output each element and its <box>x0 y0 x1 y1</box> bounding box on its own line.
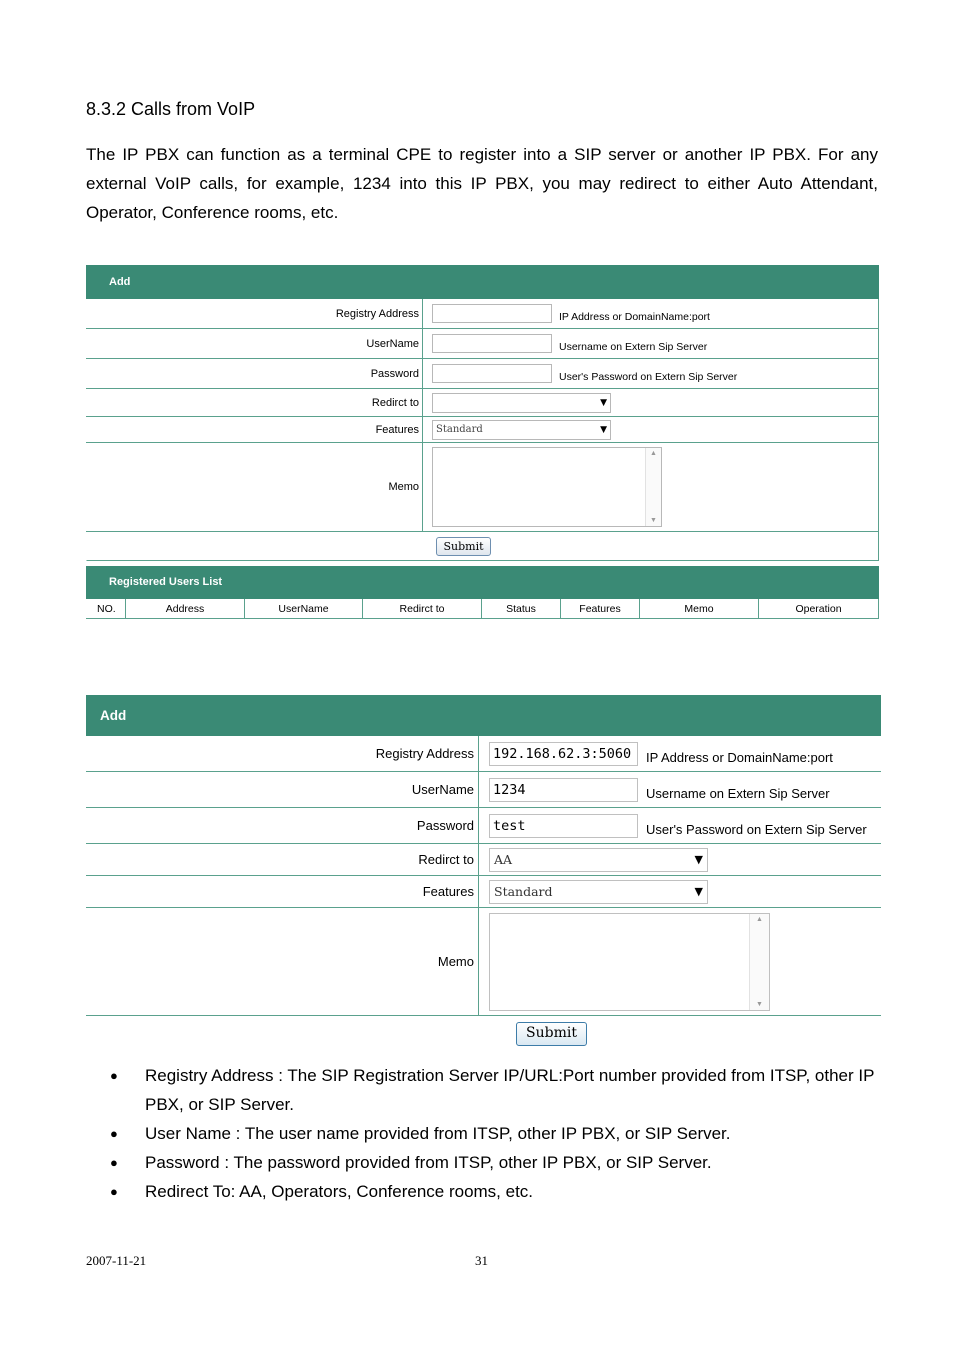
username-hint: Username on Extern Sip Server <box>559 340 708 353</box>
add-form-empty <box>86 265 879 561</box>
list-item-text: Password : The password provided from ITSP, other IP PBX, or SIP Server. <box>145 1153 712 1172</box>
memo-scrollbar[interactable] <box>645 448 661 526</box>
page-number: 31 <box>475 1253 488 1268</box>
add-form-header: Add <box>86 265 879 299</box>
filled-memo-row <box>86 908 881 1016</box>
features-label: Features <box>86 417 423 442</box>
scroll-up-icon: ▲ <box>650 450 657 457</box>
add-form-filled-header: Add <box>86 695 881 736</box>
filled-username-label: UserName <box>86 772 479 807</box>
list-item-text: Redirect To: AA, Operators, Conference rooms, etc. <box>145 1182 534 1201</box>
filled-registry-row <box>86 736 881 772</box>
redirect-label: Redirct to <box>86 389 423 416</box>
registry-hint: IP Address or DomainName:port <box>559 310 710 323</box>
filled-password-input[interactable]: test <box>489 814 638 838</box>
column-header-memo: Memo <box>640 599 759 618</box>
chevron-down-icon: ▼ <box>600 424 607 435</box>
bullet-icon: ● <box>110 1126 118 1141</box>
filled-password-hint: User's Password on Extern Sip Server <box>646 822 867 837</box>
username-label: UserName <box>86 329 423 358</box>
filled-password-label: Password <box>86 808 479 843</box>
registry-row <box>86 299 878 329</box>
bullet-icon: ● <box>110 1184 118 1199</box>
filled-redirect-select-value: AA <box>494 851 513 867</box>
section-heading: 8.3.2 Calls from VoIP <box>86 99 256 119</box>
users-list-header: Registered Users List <box>86 566 879 599</box>
intro-paragraph: The IP PBX can function as a terminal CPE to register into a SIP server or another IP PBX. For any external VoIP calls, for example, 1234 into this IP PBX, you may redirect to either Auto Attendant, Operator, Conference rooms, etc. <box>86 145 878 222</box>
filled-redirect-select[interactable] <box>489 848 708 872</box>
filled-username-row <box>86 772 881 808</box>
list-item-text: Registry Address : The SIP Registration Server IP/URL:Port number provided from ITSP, other IP PBX, or SIP Server. <box>145 1066 875 1114</box>
list-item <box>110 1177 880 1206</box>
column-header-no: NO. <box>86 599 126 618</box>
filled-password-row <box>86 808 881 844</box>
list-item <box>110 1061 880 1119</box>
password-hint: User's Password on Extern Sip Server <box>559 370 738 383</box>
memo-row <box>86 443 878 532</box>
filled-username-input[interactable]: 1234 <box>489 778 638 802</box>
filled-features-row <box>86 876 881 908</box>
filled-redirect-row <box>86 844 881 876</box>
column-header-features: Features <box>561 599 640 618</box>
chevron-down-icon: ▼ <box>694 884 703 898</box>
features-select-value: Standard <box>436 423 483 435</box>
registry-input[interactable] <box>432 304 552 323</box>
chevron-down-icon: ▼ <box>694 852 703 866</box>
field-description-list <box>110 1061 880 1206</box>
filled-username-hint: Username on Extern Sip Server <box>646 786 830 801</box>
column-header-status: Status <box>482 599 561 618</box>
bullet-icon: ● <box>110 1155 118 1170</box>
memo-textarea[interactable] <box>432 447 662 527</box>
list-item-text: User Name : The user name provided from ITSP, other IP PBX, or SIP Server. <box>145 1124 731 1143</box>
list-item <box>110 1148 880 1177</box>
password-input[interactable] <box>432 364 552 383</box>
filled-registry-hint: IP Address or DomainName:port <box>646 750 833 765</box>
filled-memo-textarea[interactable] <box>489 913 770 1011</box>
scroll-down-icon: ▼ <box>756 1000 763 1008</box>
filled-registry-input[interactable]: 192.168.62.3:5060 <box>489 742 638 766</box>
filled-submit-button[interactable]: Submit <box>516 1022 587 1046</box>
footer-date: 2007-11-21 <box>86 1253 147 1268</box>
filled-features-label: Features <box>86 876 479 907</box>
add-form-filled <box>86 695 881 1050</box>
features-row <box>86 417 878 443</box>
chevron-down-icon: ▼ <box>600 397 607 408</box>
features-select[interactable] <box>432 420 611 440</box>
column-header-operation: Operation <box>759 599 879 618</box>
submit-button[interactable]: Submit <box>436 537 490 556</box>
filled-features-select[interactable] <box>489 880 708 904</box>
redirect-select[interactable] <box>432 393 611 413</box>
filled-memo-scrollbar[interactable] <box>749 914 769 1010</box>
users-list-table-header <box>86 599 879 619</box>
scroll-up-icon: ▲ <box>756 915 763 923</box>
bullet-icon: ● <box>110 1068 118 1083</box>
username-row <box>86 329 878 359</box>
filled-features-select-value: Standard <box>494 883 553 899</box>
submit-row <box>86 532 878 561</box>
column-header-username: UserName <box>245 599 363 618</box>
column-header-address: Address <box>126 599 245 618</box>
filled-memo-label: Memo <box>86 908 479 1015</box>
username-input[interactable] <box>432 334 552 353</box>
filled-submit-row <box>86 1016 881 1050</box>
password-label: Password <box>86 359 423 388</box>
memo-label: Memo <box>86 443 423 531</box>
list-item <box>110 1119 880 1148</box>
filled-redirect-label: Redirct to <box>86 844 479 875</box>
scroll-down-icon: ▼ <box>650 517 657 524</box>
redirect-row <box>86 389 878 417</box>
filled-registry-label: Registry Address <box>86 736 479 771</box>
password-row <box>86 359 878 389</box>
column-header-redirect: Redirct to <box>363 599 482 618</box>
registry-label: Registry Address <box>86 299 423 328</box>
